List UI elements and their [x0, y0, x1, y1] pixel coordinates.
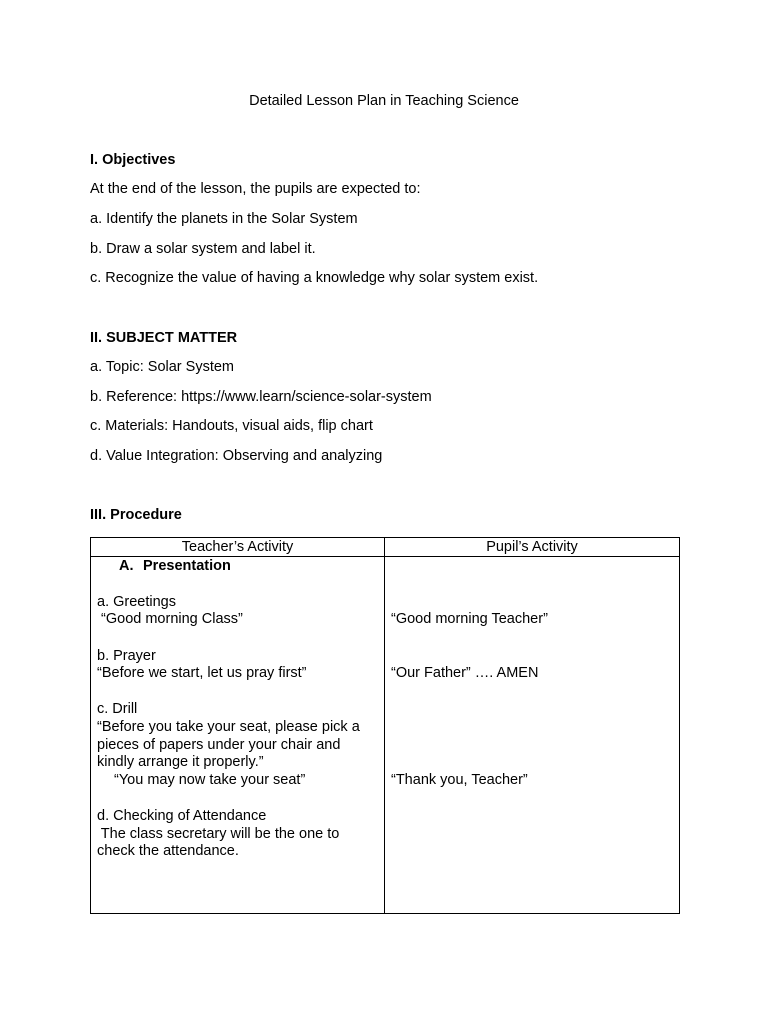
subject-matter-item: d. Value Integration: Observing and analyzing: [90, 448, 383, 464]
column-header-teacher: Teacher’s Activity: [91, 538, 385, 557]
column-header-pupil: Pupil’s Activity: [385, 538, 680, 557]
section-heading: [119, 557, 231, 575]
table-header-row: [91, 538, 680, 557]
subject-matter-item: a. Topic: Solar System: [90, 359, 234, 375]
page-title: Detailed Lesson Plan in Teaching Science: [249, 93, 519, 109]
subject-matter-item: c. Materials: Handouts, visual aids, flip chart: [90, 418, 373, 434]
objective-item: c. Recognize the value of having a knowledge why solar system exist.: [90, 270, 539, 286]
greetings-reply: “Good morning Teacher”: [391, 611, 548, 627]
teacher-activity-cell: [91, 557, 385, 914]
drill-title: c. Drill: [97, 701, 138, 717]
drill-line: kindly arrange it properly.”: [97, 754, 264, 770]
attendance-title: d. Checking of Attendance: [97, 808, 267, 824]
section-label: Presentation: [143, 558, 231, 574]
greetings-line: “Good morning Class”: [97, 611, 243, 627]
drill-line: “Before you take your seat, please pick a: [97, 719, 360, 735]
attendance-line: check the attendance.: [97, 843, 239, 859]
procedure-heading: III. Procedure: [90, 507, 182, 523]
attendance-line: The class secretary will be the one to: [97, 826, 340, 842]
objectives-intro: At the end of the lesson, the pupils are expected to:: [90, 181, 421, 197]
table-row: [91, 557, 680, 914]
objectives-heading: I. Objectives: [90, 152, 176, 168]
subject-matter-item: b. Reference: https://www.learn/science-solar-system: [90, 389, 432, 405]
procedure-table: [90, 537, 680, 914]
drill-line: “You may now take your seat”: [114, 772, 306, 788]
objective-item: a. Identify the planets in the Solar System: [90, 211, 358, 227]
drill-line: pieces of papers under your chair and: [97, 737, 341, 753]
greetings-title: a. Greetings: [97, 594, 176, 610]
prayer-line: “Before we start, let us pray first”: [97, 665, 307, 681]
section-number: A.: [119, 558, 134, 574]
objective-item: b. Draw a solar system and label it.: [90, 241, 316, 257]
prayer-reply: “Our Father” …. AMEN: [391, 665, 539, 681]
pupil-activity-cell: [385, 557, 680, 914]
drill-reply: “Thank you, Teacher”: [391, 772, 528, 788]
subject-matter-heading: II. SUBJECT MATTER: [90, 330, 238, 346]
prayer-title: b. Prayer: [97, 648, 156, 664]
